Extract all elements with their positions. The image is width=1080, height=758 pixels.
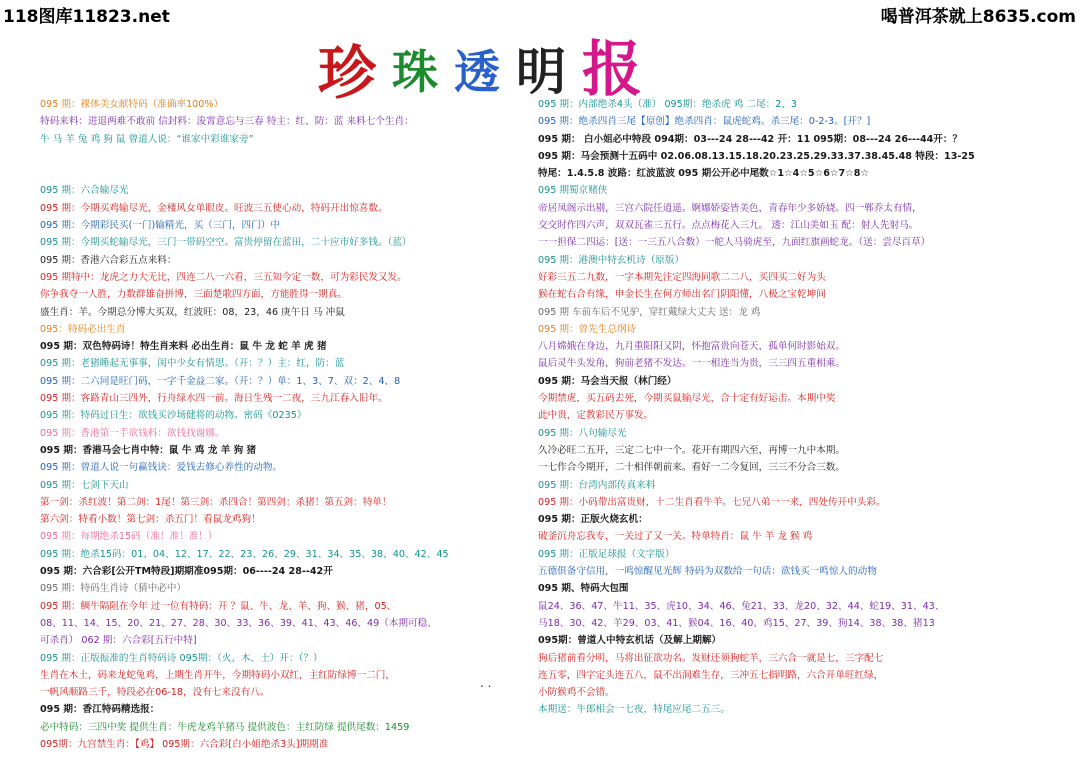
text-line: 095 期：特码生肖诗（猜中必中） xyxy=(40,583,187,595)
text-line: 马18、30、42、羊29、03、41、猴04、16、40、鸡15、27、39、狗14、38、38、猪13 xyxy=(538,617,935,629)
text-line: 095 期：今期彩民买(一门)输精光，买（三门，四门）中 xyxy=(40,220,280,232)
text-line: 095 期：小码带出富贵财，十二生肖看牛羊。七兄八弟一一来，四处传开中头彩。 xyxy=(538,496,886,508)
text-line: 五德俱备守信用，一鸣惊醒见光辉 特码为双数给一句话：欲钱买一鸣惊人的动物 xyxy=(538,566,877,578)
title-char: 报 xyxy=(582,35,643,105)
title-char: 珍 xyxy=(318,39,377,107)
text-line: 095 期特中：龙虎之力大无比，四连二八一六看，三五知今定一数，可为彩民发又发。 xyxy=(40,271,407,283)
text-line: 鼠24、36、47、牛11、35、虎10、34、46、兔21、33、龙20、32、44、蛇19、31、43、 xyxy=(538,600,945,612)
text-line: 095 期：特码过日生：欲钱买沙场健将的动物。密码《0235》 xyxy=(40,410,307,422)
left-column xyxy=(40,96,510,753)
text-line: 一帆风顺路三千，特段必在06-18，没有七来没有八。 xyxy=(40,687,270,699)
text-line: 095 期：马会当天报（林门经） xyxy=(538,375,677,387)
text-line: 095 期：客路青山三四外，行舟绿水四一前。海日生残一二夜，三九江春入旧年。 xyxy=(40,393,388,405)
text-line: 08、11、14、15、20、21、27、28、30、33、36、39、41、43、46、49（本期可稳、 xyxy=(40,617,437,629)
text-line: 095 期：港澳中特玄机诗（原版） xyxy=(538,254,685,266)
text-line: 一一担保二四运：[送：一三五八合数）一舵人马骑虎至，九面红旗画蛇龙。（送：尝尽百草） xyxy=(538,237,931,249)
text-line: 鼠后灵牛头发角，狗前老猪不发达。一一相连当为贵，三三四五重相乘。 xyxy=(538,358,845,370)
text-line: 小防猴鸡不会错。 xyxy=(538,687,615,699)
spacer xyxy=(40,165,510,182)
watermark-left: 118图库11823.net xyxy=(3,7,170,27)
text-line: 095 期：正版振准的生肖特码诗 095期：（火、木、土）开：（？） xyxy=(40,652,323,664)
page-title xyxy=(318,26,678,107)
text-line: 特码来料：进退两难不敢前 信封料：浚霄意忘与三春 特主：红、防：蓝 来料七个生肖： xyxy=(40,116,414,128)
text-line: 此中贵，定教彩民万事发。 xyxy=(538,410,654,422)
watermark-right: 喝普洱茶就上8635.com xyxy=(880,7,1076,27)
text-line: 本期送：牛郎相会一七夜，特尾应尾二五三。 xyxy=(538,704,730,716)
text-line: 095 期：每期绝杀15码（准！准！准！） xyxy=(40,531,218,543)
title-char: 珠 xyxy=(392,45,439,99)
text-line: 095 期：香江特码精选报： xyxy=(40,704,160,716)
text-line: 可杀肖） 062 期：六合彩[五行中特] xyxy=(40,635,197,647)
text-line: 095 期：曾道人说一句赢钱诀：爱钱去修心养性的动物。 xyxy=(40,462,283,474)
text-line: 095 期、特码大包围 xyxy=(538,583,629,595)
text-line: 095：特码必出生肖 xyxy=(40,323,126,335)
text-line: 破釜沉舟忘我专，一关过了又一关。特单特肖：鼠 牛 羊 龙 猴 鸡 xyxy=(538,531,813,543)
text-line: 095 期：八句输尽光 xyxy=(538,427,627,439)
text-line: 095 期：曾先生总纲诗 xyxy=(538,323,637,335)
text-line: 好彩三五二九数，一字本期先注定四海同歌二二八，买四买二好为头 xyxy=(538,271,826,283)
text-line: 095 期：内部绝杀4头（准） 095期：绝杀虎 鸡 二尾：2、3 xyxy=(538,99,798,110)
text-line: 095期：九宫禁生肖：【鸡】 095期：六合彩[白小姐绝杀3头]期期准 xyxy=(40,738,329,750)
text-line: 第一剑：杀红波！第二剑：1尾！第三剑：杀四合！第四剑：杀猪！第五剑：特单！ xyxy=(40,496,392,508)
text-line: 095 期 车前车后不见驴，穿红戴绿大丈夫 送：龙 鸡 xyxy=(538,306,761,318)
text-line: 必中特码：三四中奖 提供生肖：牛虎龙鸡羊猪马 提供波色：主红防绿 提供尾数：1459 xyxy=(40,721,410,733)
text-line: 今期禁虎，买五码去死，今期买鼠输尽光，合十定有好运击。本期中奖 xyxy=(538,393,836,405)
text-line: 095 期：六合输尽光 xyxy=(40,185,129,197)
text-line: 095 期：鲷牛隔阻在今年 过一位有特码：开 ？鼠、牛、龙、羊、狗、猴、猪，05、 xyxy=(40,600,397,612)
text-line: 095 期：绝杀15码：01、04、12、17、22、23、26、29、31、34、35、38、40、42、45 xyxy=(40,548,449,560)
title-char: 明 xyxy=(516,42,567,101)
text-line: 帝居凤阁示出剔，三宫六院任逍遥。婀娜娇姿皆美色，青春年少多娇娆。四一郸乔太有情， xyxy=(538,202,922,214)
spacer xyxy=(40,148,510,165)
text-line: 095 期： 白小姐必中特段 094期：03---24 28---42 开：11 095期：08---24 26---44开：？ xyxy=(538,133,963,145)
text-line: 八月嫦娥在身边，九月重阳阳又阴，怀抱富贵向苍天，孤单何时影始双。 xyxy=(538,341,845,353)
text-line: 特尾：1.4.5.8 波路：红波蓝波 095 期公开必中尾数☆1☆4☆5☆6☆7☆8☆ xyxy=(538,168,870,180)
text-line: 狗后猪前看分明，马将出征欲功名。发财还须狗蛇羊，三六合一就是七，三字配七 xyxy=(538,652,884,664)
text-line: 095 期：老猪睡起无事事，闺中少女有情思。（开：？）主：红，防：蓝 xyxy=(40,358,345,370)
right-column xyxy=(538,96,1050,719)
text-line: 交交时作四六声，双双瓦雀三五行。点点梅花入三九。 透：江山美如玉 配：射人先射马。 xyxy=(538,220,919,232)
text-line: 095 期：正版足球报（文字版） xyxy=(538,548,675,560)
text-line: 095 期：六合彩[公开TM特段]期期准095期：06----24 28--42开 xyxy=(40,566,333,578)
text-line: 095 期：裸体美女献特码（准确率100%） xyxy=(40,99,224,110)
text-line: 095 期：香港马会七肖中特：鼠 牛 鸡 龙 羊 狗 猪 xyxy=(40,444,257,456)
text-line: 095 期：香港六合彩五点来料： xyxy=(40,254,177,266)
text-line: 095 期：双色特码诗！特生肖来料 必出生肖：鼠 牛 龙 蛇 羊 虎 猪 xyxy=(40,341,327,353)
text-line: 095 期：七剑下天山 xyxy=(40,479,129,491)
text-line: 第六剑：特看小数！第七剑：杀五门！看鼠龙鸡狗！ xyxy=(40,514,261,526)
text-line: 盛生肖：羊。今期总分博大买双，红波旺：08，23，46 庚午日 马 冲鼠 xyxy=(40,306,345,318)
text-line: 牛 马 羊 兔 鸡 狗 鼠 曾道人说：“谁家中彩谁家旁” xyxy=(40,133,254,145)
text-line: 095期：曾道人中特玄机话（及解上期解） xyxy=(538,635,722,647)
text-line: 095 期：台湾内部传真来料 xyxy=(538,479,656,491)
text-line: 095 期：二六同是旺门码，一字千金益二家。（开：？）单：1、3、7、双：2、4、8 xyxy=(40,375,401,387)
text-line: 095 期蜀京赌侠 xyxy=(538,185,608,197)
stray-dots: . . xyxy=(480,676,492,690)
text-line: 久冷必旺二五开，三定二七中一个。花开有期四六至，再博一九中本期。 xyxy=(538,444,845,456)
text-line: 095 期：绝杀四肖三尾【原创】绝杀四肖：鼠虎蛇鸡。杀三尾：0-2-3。[开？] xyxy=(538,116,871,128)
text-line: 095 期：今期买鸡输尽光，金楼风女单眼皮。旺波三五使心动，特码开出惊喜数。 xyxy=(40,202,388,214)
title-char: 透 xyxy=(454,45,501,99)
text-line: 连五零，四字定头连五八，鼠不出洞难生存，三冲五七指明路，六合开单旺红绿， xyxy=(538,669,884,681)
text-line: 095 期：今期买蛇输尽光，三门一带码空空。富贵停留在蓝田，二十应市好多钱。（蓝） xyxy=(40,237,412,249)
text-line: 095 期：正版火烧玄机： xyxy=(538,514,648,526)
text-line: 你争我夺一人胜，力数群雄奋拼博，三面楚歌四方面，方能胜得一期真。 xyxy=(40,289,347,301)
text-line: 095 期：香港第一手欲钱料：欲钱找谢娜。 xyxy=(40,427,225,439)
text-line: 一七作合今期开，二十相伴朝前来。看好一二今复回，三三不分合三数。 xyxy=(538,462,845,474)
text-line: 猴在蛇右合有缘，申金长生在何方师出名门阴阳懂，八极之宝乾坤间 xyxy=(538,289,826,301)
text-line: 095 期：马会预测十五码中 02.06.08.13.15.18.20.23.25.29.33.37.38.45.48 特段：13-25 xyxy=(538,150,975,162)
text-line: 生肖在木土，码来龙蛇兔鸡，上期生肖开牛，今期特码小双红，主红防绿博一二门， xyxy=(40,669,395,681)
